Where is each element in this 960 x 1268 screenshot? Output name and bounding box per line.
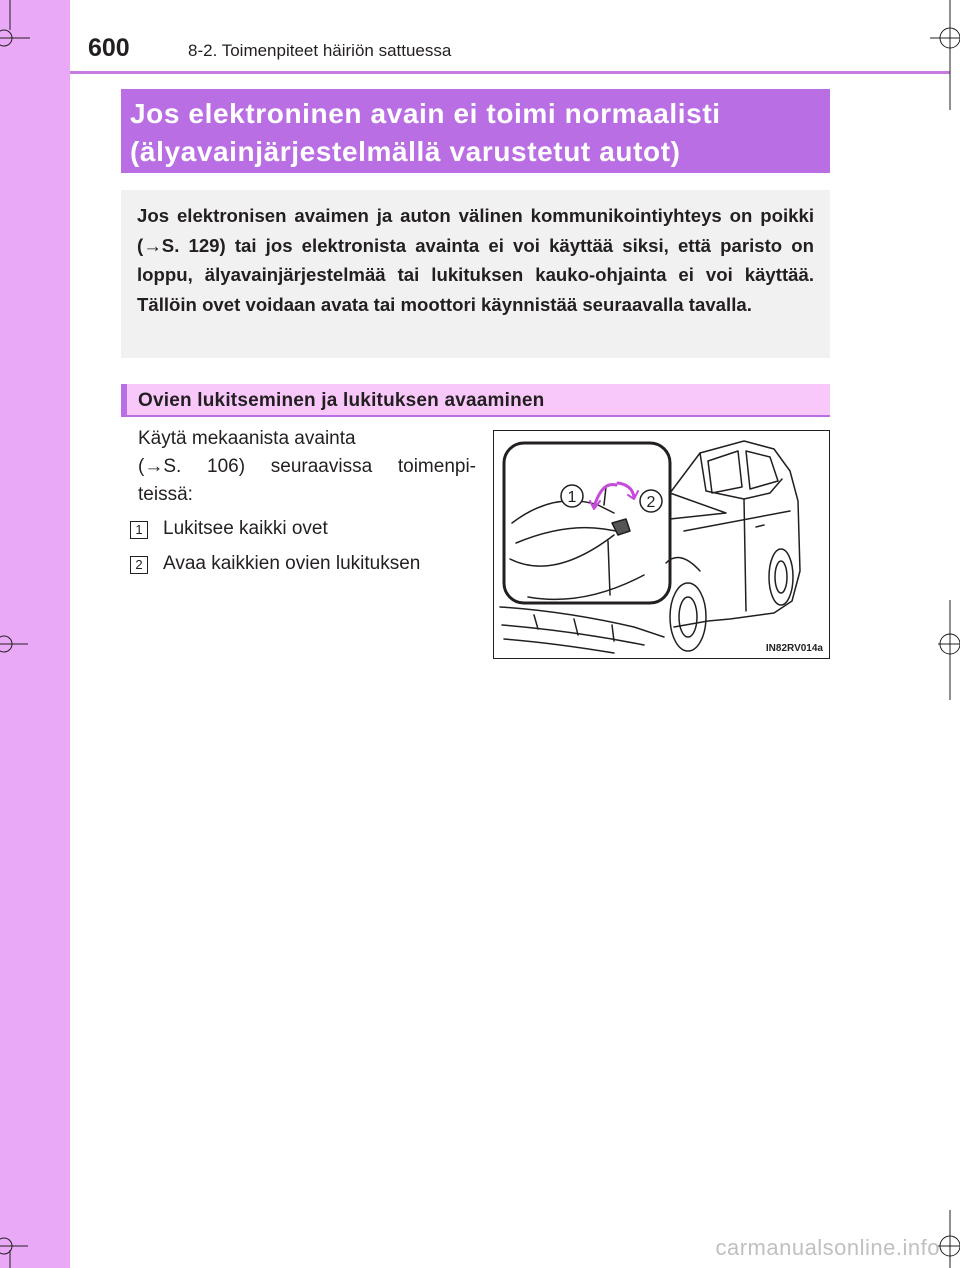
step-number-badge: 2 <box>130 556 148 574</box>
intro-box <box>121 190 830 358</box>
section-title-line-1: Jos elektroninen avain ei toimi normaalisti <box>130 98 721 129</box>
figure-code: IN82RV014a <box>765 643 823 654</box>
figure-label-2: 2 <box>646 494 656 511</box>
chapter-title: 8-2. Toimenpiteet häiriön sattuessa <box>188 41 452 60</box>
subsection-underline <box>127 415 830 417</box>
subsection-title: Ovien lukitseminen ja lukituksen avaaminen <box>138 390 545 411</box>
figure-label-1: 1 <box>567 489 577 506</box>
section-title-line-2: (älyavainjärjestelmällä varustetut autot) <box>130 136 681 167</box>
instruction-line-3: teissä: <box>138 484 193 505</box>
crop-mark-mid-left <box>0 610 40 680</box>
step-text: Lukitsee kaikki ovet <box>163 518 328 539</box>
car-door-illustration <box>494 431 829 658</box>
page-number: 600 <box>88 34 130 62</box>
watermark: carmanualsonline.info <box>715 1235 940 1260</box>
intro-text: Jos elektronisen avaimen ja auton välinen kommunikointiyhteys on poikki (→S. 129) tai jos elektronista avainta ei voi käyttää siksi, että paristo on loppu, älyavainjärjestelmää tai lukituksen kauko-ohjainta ei voi käyttää. Tällöin ovet voidaan avata tai moottori käynnistää seuraavalla tavalla. <box>137 205 814 315</box>
header-rule <box>70 71 950 74</box>
instruction-line-2: (→S. 106) seuraavissa toimenpi- <box>138 456 476 477</box>
step-text: Avaa kaikkien ovien lukituksen <box>163 553 421 574</box>
instruction-text <box>138 425 476 509</box>
crop-mark-mid-right <box>920 600 960 700</box>
crop-mark-top-right <box>920 0 960 110</box>
crop-mark-bottom-left <box>0 1210 40 1268</box>
section-title <box>121 89 830 173</box>
door-key-figure <box>493 430 830 659</box>
instruction-line-1: Käytä mekaanista avainta <box>138 428 356 449</box>
subsection-heading <box>121 384 830 417</box>
subsection-accent-bar <box>121 384 127 417</box>
crop-mark-top-left <box>0 0 40 80</box>
step-number-badge: 1 <box>130 521 148 539</box>
